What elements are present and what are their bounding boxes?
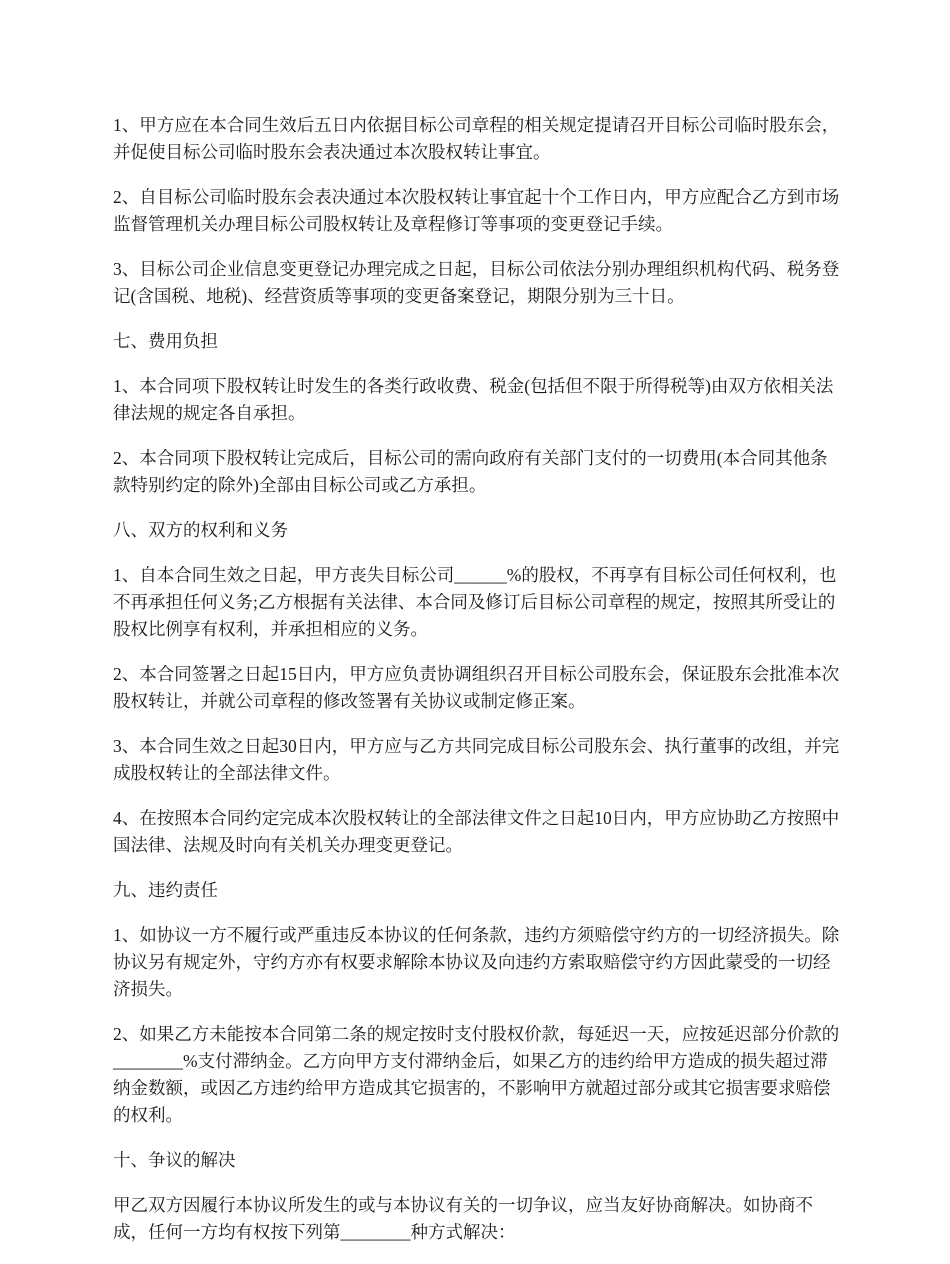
- section-heading-fees: 七、费用负担: [113, 331, 218, 351]
- clause-paragraph: 3、本合同生效之日起30日内，甲方应与乙方共同完成目标公司股东会、执行董事的改组，并完成股权转让的全部法律文件。: [113, 736, 840, 783]
- document-page: [113, 112, 841, 1264]
- clause-paragraph: 3、目标公司企业信息变更登记办理完成之日起，目标公司依法分别办理组织机构代码、税务登记(含国税、地税)、经营资质等事项的变更备案登记，期限分别为三十日。: [113, 259, 840, 306]
- clause-paragraph: 2、本合同项下股权转让完成后，目标公司的需向政府有关部门支付的一切费用(本合同其他条款特别约定的除外)全部由目标公司或乙方承担。: [113, 448, 828, 495]
- clause-paragraph: 1、甲方应在本合同生效后五日内依据目标公司章程的相关规定提请召开目标公司临时股东会，并促使目标公司临时股东会表决通过本次股权转让事宜。: [113, 115, 840, 162]
- section-heading-rights-obligations: 八、双方的权利和义务: [113, 520, 288, 540]
- section-heading-dispute-resolution: 十、争议的解决: [113, 1150, 236, 1170]
- clause-paragraph: 2、自目标公司临时股东会表决通过本次股权转让事宜起十个工作日内，甲方应配合乙方到市场监督管理机关办理目标公司股权转让及章程修订等事项的变更登记手续。: [113, 187, 840, 234]
- clause-paragraph: 1、如协议一方不履行或严重违反本协议的任何条款，违约方须赔偿守约方的一切经济损失。除协议另有规定外，守约方亦有权要求解除本协议及向违约方索取赔偿守约方因此蒙受的一切经济损失。: [113, 925, 840, 999]
- clause-paragraph: 甲乙双方因履行本协议所发生的或与本协议有关的一切争议，应当友好协商解决。如协商不成，任何一方均有权按下列第________种方式解决：: [113, 1195, 813, 1242]
- clause-paragraph: 2、如果乙方未能按本合同第二条的规定按时支付股权价款，每延迟一天，应按延迟部分价款的________%支付滞纳金。乙方向甲方支付滞纳金后，如果乙方的违约给甲方造成的损失超过滞纳金数额，或因乙方违约给甲方造成其它损害的，不影响甲方就超过部分或其它损害要求赔偿的权利。: [113, 1024, 840, 1125]
- clause-paragraph: 4、在按照本合同约定完成本次股权转让的全部法律文件之日起10日内，甲方应协助乙方按照中国法律、法规及时向有关机关办理变更登记。: [113, 808, 840, 855]
- clause-paragraph: 2、本合同签署之日起15日内，甲方应负责协调组织召开目标公司股东会，保证股东会批准本次股权转让，并就公司章程的修改签署有关协议或制定修正案。: [113, 664, 840, 711]
- section-heading-breach-liability: 九、违约责任: [113, 880, 218, 900]
- clause-paragraph: 1、自本合同生效之日起，甲方丧失目标公司______%的股权，不再享有目标公司任何权利，也不再承担任何义务;乙方根据有关法律、本合同及修订后目标公司章程的规定，按照其所受让的股权比例享有权利，并承担相应的义务。: [113, 565, 837, 639]
- clause-paragraph: 1、本合同项下股权转让时发生的各类行政收费、税金(包括但不限于所得税等)由双方依相关法律法规的规定各自承担。: [113, 376, 834, 423]
